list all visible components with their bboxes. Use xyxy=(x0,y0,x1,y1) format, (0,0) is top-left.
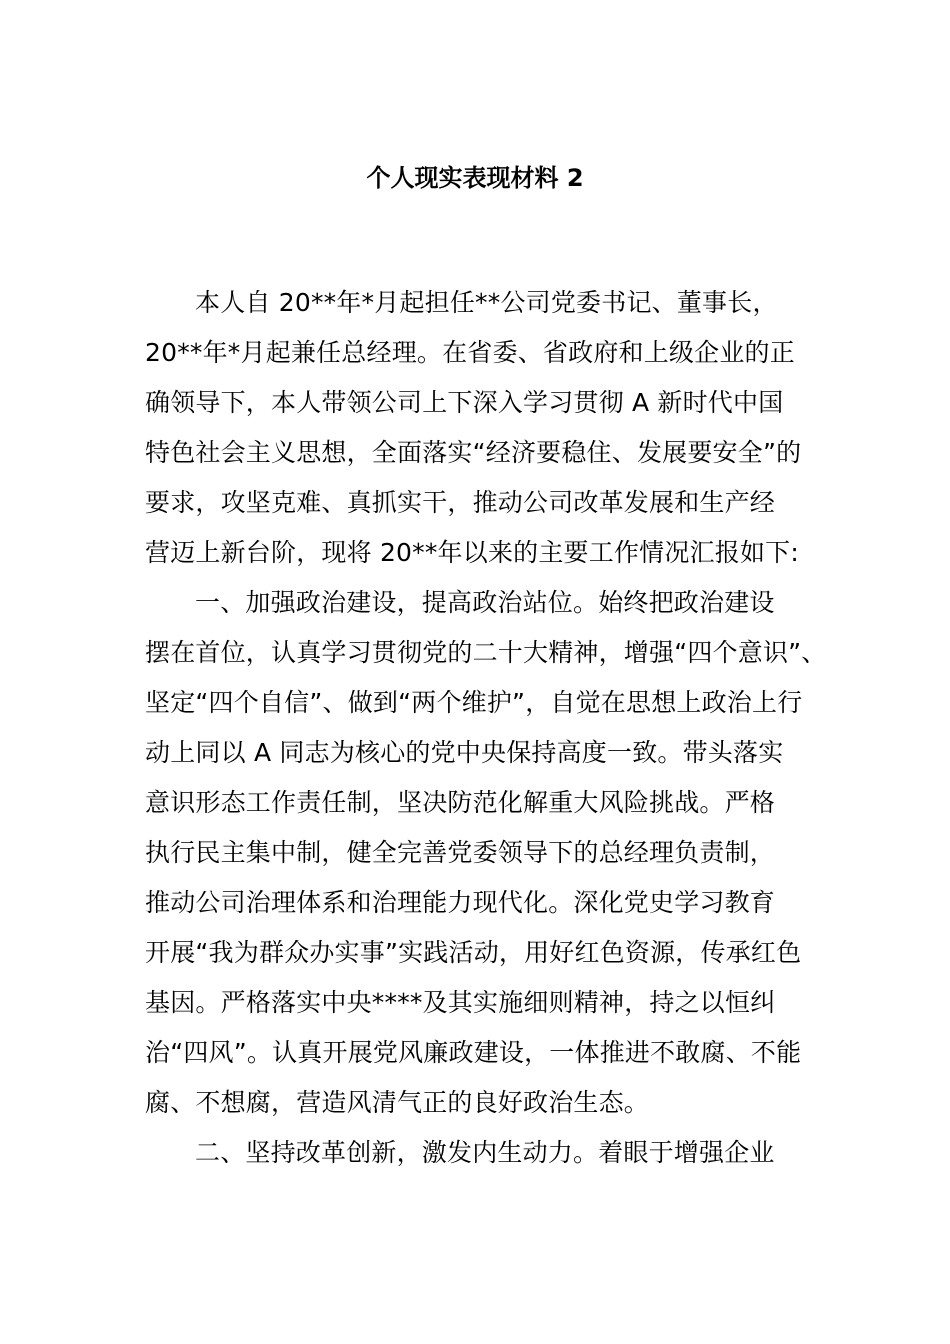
paragraph-line: 开展“我为群众办实事”实践活动，用好红色资源，传承红色 xyxy=(145,938,802,967)
paragraph-line: 动上同以 A 同志为核心的党中央保持高度一致。带头落实 xyxy=(145,738,784,767)
paragraph-line: 要求，攻坚克难、真抓实干，推动公司改革发展和生产经 xyxy=(145,488,776,517)
paragraph-line: 一、加强政治建设，提高政治站位。始终把政治建设 xyxy=(195,588,775,617)
paragraph-line: 摆在首位，认真学习贯彻党的二十大精神，增强“四个意识”、 xyxy=(145,638,827,667)
paragraph-line: 特色社会主义思想，全面落实“经济要稳住、发展要安全”的 xyxy=(145,438,802,467)
paragraph-line: 营迈上新台阶，现将 20**年以来的主要工作情况汇报如下: xyxy=(145,538,799,567)
document-title: 个人现实表现材料 2 xyxy=(366,164,584,192)
paragraph-line: 推动公司治理体系和治理能力现代化。深化党史学习教育 xyxy=(145,888,776,917)
paragraph-line: 意识形态工作责任制，坚决防范化解重大风险挑战。严格 xyxy=(145,788,776,817)
paragraph-line: 基因。严格落实中央****及其实施细则精神，持之以恒纠 xyxy=(145,988,776,1017)
paragraph-line: 20**年*月起兼任总经理。在省委、省政府和上级企业的正 xyxy=(145,338,795,367)
document-body xyxy=(145,278,827,1178)
paragraph-line: 确领导下，本人带领公司上下深入学习贯彻 A 新时代中国 xyxy=(145,388,784,417)
paragraph-line: 本人自 20**年*月起担任**公司党委书记、董事长， xyxy=(195,288,778,317)
paragraph-line: 坚定“四个自信”、做到“两个维护”，自觉在思想上政治上行 xyxy=(145,688,803,717)
paragraph-line: 执行民主集中制，健全完善党委领导下的总经理负责制， xyxy=(145,838,776,867)
paragraph-line: 治“四风”。认真开展党风廉政建设，一体推进不敢腐、不能 xyxy=(145,1038,802,1067)
paragraph-line: 二、坚持改革创新，激发内生动力。着眼于增强企业 xyxy=(195,1138,775,1167)
paragraph-line: 腐、不想腐，营造风清气正的良好政治生态。 xyxy=(145,1088,650,1117)
